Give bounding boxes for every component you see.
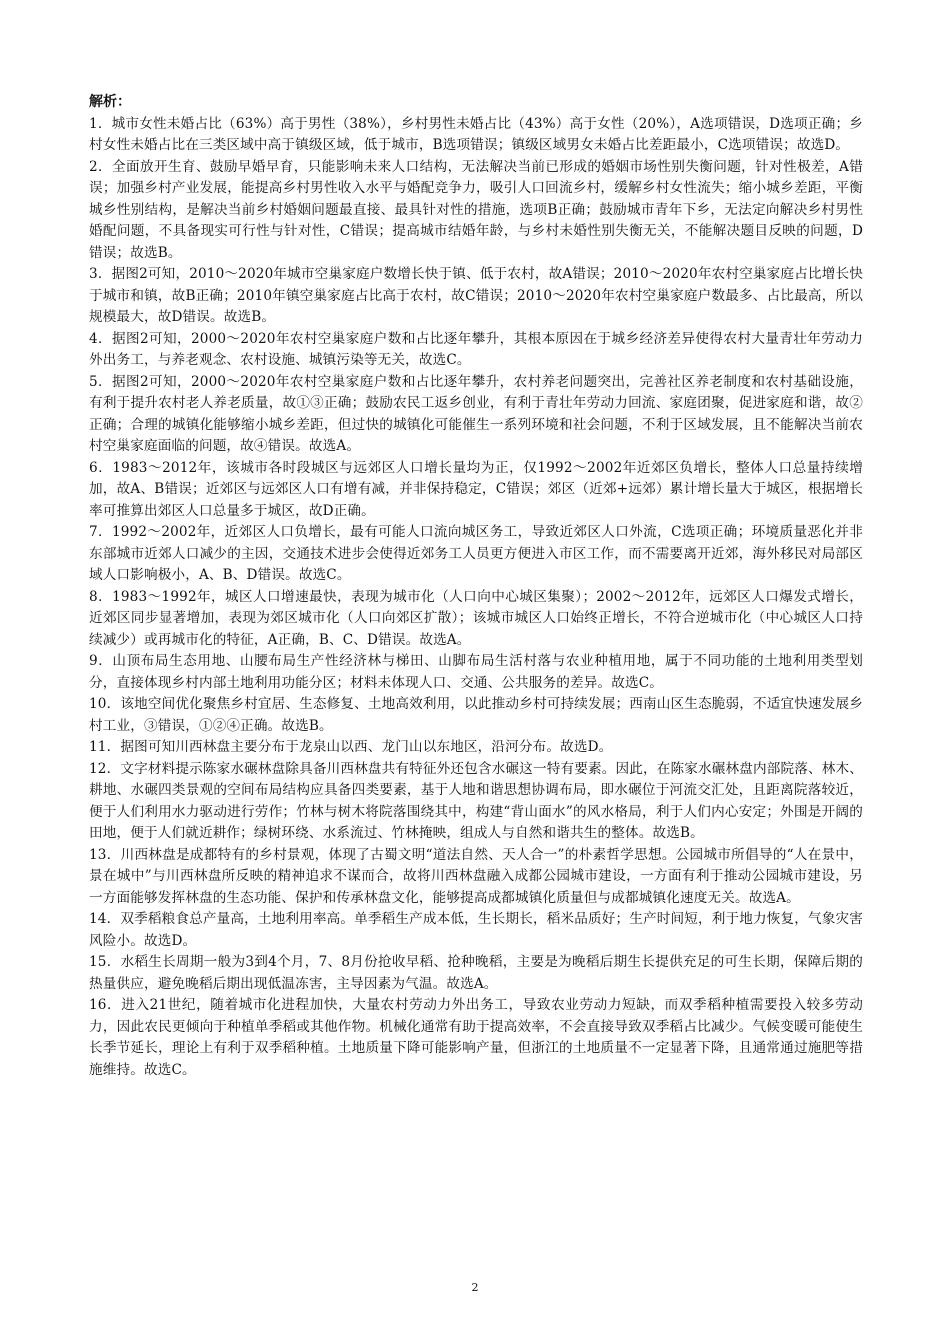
answer-explanation-section bbox=[89, 92, 863, 1081]
explanation-paragraph-14: 14．双季稻粮食总产量高，土地利用率高。单季稻生产成本低，生长期长，稻米品质好；生产时间短，利于地力恢复，气象灾害风险小。故选D。 bbox=[89, 911, 863, 949]
explanation-paragraph-15: 15．水稻生长周期一般为3到4个月，7、8月份抢收早稻、抢种晚稻，主要是为晚稻后期生长提供充足的可生长期，保障后期的热量供应，避免晚稻后期出现低温冻害，主导因素为气温。故选A。 bbox=[89, 954, 863, 992]
explanation-paragraph-7: 7．1992～2002年，近郊区人口负增长，最有可能人口流向城区务工，导致近郊区人口外流，C选项正确；环境质量恶化并非东部城市近郊人口减少的主因，交通技术进步会使得近郊务工人员更方便进入市区工作，而不需要离开近郊，海外移民对局部区域人口影响极小，A、B、D错误。故选C。 bbox=[89, 524, 863, 583]
explanation-paragraph-13: 13．川西林盘是成都特有的乡村景观，体现了古蜀文明“道法自然、天人合一”的朴素哲学思想。公园城市所倡导的“人在景中，景在城中”与川西林盘所反映的精神追求不谋而合，故将川西林盘融入成都公园城市建设，一方面有利于推动公园城市建设，另一方面能够发挥林盘的生态功能、保护和传承林盘文化，能够提高成都城镇化质量但与成都城镇化速度无关。故选A。 bbox=[89, 846, 863, 906]
explanation-paragraph-10: 10．该地空间优化聚焦乡村宜居、生态修复、土地高效利用，以此推动乡村可持续发展；西南山区生态脆弱，不适宜快速发展乡村工业，③错误，①②④正确。故选B。 bbox=[89, 696, 863, 734]
explanation-paragraph-8: 8．1983～1992年，城区人口增速最快，表现为城市化（人口向中心城区集聚）；2002～2012年，远郊区人口爆发式增长，近郊区同步显著增加，表现为郊区城市化（人口向郊区扩散）；该城市城区人口始终正增长，不符合逆城市化（中心城区人口持续减少）或再城市化的特征，A正确，B、C、D错误。故选A。 bbox=[89, 588, 863, 648]
explanation-paragraph-3: 3．据图2可知，2010～2020年城市空巢家庭户数增长快于镇、低于农村，故A错误；2010～2020年农村空巢家庭占比增长快于城市和镇，故B正确；2010年镇空巢家庭占比高于农村，故C错误；2010～2020年农村空巢家庭户数最多、占比最高，所以规模最大，故D错误。故选B。 bbox=[89, 266, 863, 325]
explanation-paragraph-12: 12．文字材料提示陈家水碾林盘除具备川西林盘共有特征外还包含水碾这一特有要素。因此，在陈家水碾林盘内部院落、林木、耕地、水碾四类景观的空间布局结构应具备四类要素，基于人地和谐思想协调布局，即水碾位于河流交汇处，且距离院落较近，便于人们利用水力驱动进行劳作；竹林与树木将院落围绕其中，构建“背山面水”的风水格局，利于人们内心安定；外围是开阔的田地，便于人们就近耕作；绿树环绕、水系流过、竹林掩映，组成人与自然和谐共生的整体。故选B。 bbox=[89, 760, 863, 841]
explanation-paragraph-1: 1．城市女性未婚占比（63%）高于男性（38%），乡村男性未婚占比（43%）高于女性（20%），A选项错误，D选项正确；乡村女性未婚占比在三类区域中高于镇级区域，低于城市，B选项错误；镇级区域男女未婚占比差距最小，C选项错误；故选D。 bbox=[89, 115, 863, 153]
explanation-paragraph-9: 9．山顶布局生态用地、山腰布局生产性经济林与梯田、山脚布局生活村落与农业种植用地，属于不同功能的土地利用类型划分，直接体现乡村内部土地利用功能分区；材料未体现人口、交通、公共服务的差异。故选C。 bbox=[89, 653, 863, 691]
explanation-paragraph-5: 5．据图2可知，2000～2020年农村空巢家庭户数和占比逐年攀升，农村养老问题突出，完善社区养老制度和农村基础设施，有利于提升农村老人养老质量，故①③正确；鼓励农民工返乡创业，有利于青壮年劳动力回流、家庭团聚，促进家庭和谐，故②正确；合理的城镇化能够缩小城乡差距，但过快的城镇化可能催生一系列环境和社会问题，不利于区域发展，且不能解决当前农村空巢家庭面临的问题，故④错误。故选A。 bbox=[89, 373, 863, 454]
section-heading: 解析： bbox=[89, 94, 131, 110]
explanation-paragraph-4: 4．据图2可知，2000～2020年农村空巢家庭户数和占比逐年攀升，其根本原因在于城乡经济差异使得农村大量青壮年劳动力外出务工，与养老观念、农村设施、城镇污染等无关，故选C。 bbox=[89, 330, 863, 368]
explanation-paragraph-2: 2．全面放开生育、鼓励早婚早育，只能影响未来人口结构，无法解决当前已形成的婚姻市场性别失衡问题，针对性极差，A错误；加强乡村产业发展，能提高乡村男性收入水平与婚配竞争力，吸引人口回流乡村，缓解乡村女性流失；缩小城乡差距，平衡城乡性别结构，是解决当前乡村婚姻问题最直接、最具针对性的措施，选项B正确；鼓励城市青年下乡，无法定向解决乡村男性婚配问题，不具备现实可行性与针对性，C错误；提高城市结婚年龄，与乡村未婚性别失衡无关，不能解决题目反映的问题，D错误；故选B。 bbox=[89, 158, 863, 261]
page-number: 2 bbox=[471, 1281, 479, 1294]
explanation-paragraph-16: 16．进入21世纪，随着城市化进程加快，大量农村劳动力外出务工，导致农业劳动力短缺，而双季稻种植需要投入较多劳动力，因此农民更倾向于种植单季稻或其他作物。机械化通常有助于提高效率，不会直接导致双季稻占比减少。气候变暖可能使生长季节延长，理论上有利于双季稻种植。土地质量下降可能影响产量，但浙江的土地质量不一定显著下降，且通常通过施肥等措施维持。故选C。 bbox=[89, 997, 863, 1078]
explanation-paragraph-6: 6．1983～2012年，该城市各时段城区与远郊区人口增长量均为正，仅1992～2002年近郊区负增长，整体人口总量持续增加，故A、B错误；近郊区与远郊区人口有增有减，并非保持稳定，C错误；郊区（近郊+远郊）累计增长量大于城区，根据增长率可推算出郊区人口总量多于城区，故D正确。 bbox=[89, 459, 863, 519]
explanation-paragraph-11: 11．据图可知川西林盘主要分布于龙泉山以西、龙门山以东地区，沿河分布。故选D。 bbox=[89, 739, 613, 755]
